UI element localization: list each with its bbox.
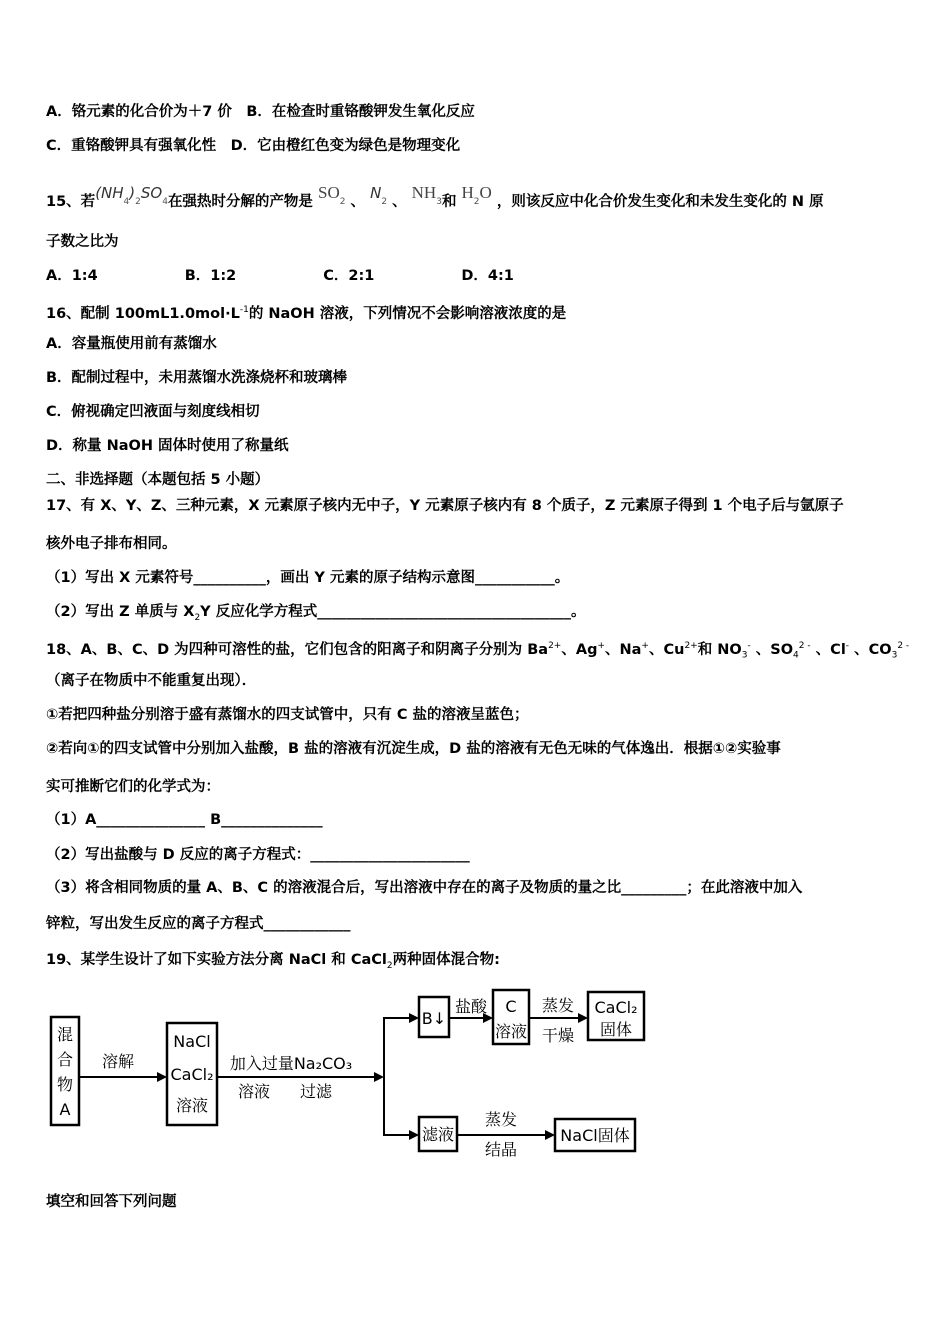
text-segment: 18、A、B、C、D 为四种可溶性的盐，它们包含的阳离子和阴离子分别为 Ba bbox=[46, 641, 549, 658]
diagram-label: NaCl bbox=[173, 1032, 211, 1051]
text-line bbox=[46, 232, 119, 252]
text-segment: （离子在物质中不能重复出现）． bbox=[46, 673, 257, 689]
text-segment: -1 bbox=[239, 305, 249, 315]
text-line bbox=[46, 568, 569, 588]
text-segment: 4 bbox=[793, 650, 799, 661]
text-segment: 、Cu bbox=[648, 641, 685, 658]
text-segment: 2 - bbox=[798, 641, 811, 651]
text-line bbox=[46, 705, 529, 725]
text-line bbox=[46, 950, 500, 976]
diagram-label: 物 bbox=[56, 1075, 74, 1094]
text-segment: 2+ bbox=[548, 641, 562, 651]
diagram-label: 溶液 bbox=[494, 1022, 528, 1041]
diagram-label: 溶液 bbox=[175, 1096, 209, 1115]
diagram-label: 固体 bbox=[599, 1020, 633, 1039]
text-segment: 3 bbox=[891, 650, 898, 661]
text-segment: ②若向①的四支试管中分别加入盐酸，B 盐的溶液有沉淀生成，D 盐的溶液有无色无味的气体逸出．根据①②实验事 bbox=[46, 741, 781, 757]
text-segment: SO bbox=[318, 183, 340, 202]
text-segment: （1）写出 X 元素符号__________，画出 Y 元素的原子结构示意图___________。 bbox=[46, 570, 570, 586]
text-segment: 、SO bbox=[750, 641, 794, 658]
text-line bbox=[46, 436, 289, 456]
diagram-label: 合 bbox=[56, 1050, 74, 1069]
text-segment: 二、非选择题（本题包括 5 小题） bbox=[46, 472, 270, 488]
text-line bbox=[46, 183, 824, 212]
diagram-label: 加入过量Na₂CO₃ bbox=[229, 1054, 353, 1073]
text-line bbox=[46, 636, 909, 666]
text-segment: 子数之比为 bbox=[46, 234, 119, 250]
text-segment: 核外电子排布相同。 bbox=[46, 536, 177, 552]
text-line bbox=[46, 300, 566, 324]
text-segment: D．称量 NaOH 固体时使用了称量纸 bbox=[46, 438, 289, 454]
text-segment: （1）A_______________ B______________ bbox=[46, 812, 323, 828]
text-segment: 2 bbox=[339, 197, 346, 207]
text-line bbox=[46, 810, 323, 830]
text-segment: 在强热时分解的产物是 bbox=[167, 194, 318, 210]
text-segment: Y 反应化学方程式___________________________________。 bbox=[200, 604, 586, 620]
text-segment: 、Cl bbox=[810, 641, 846, 658]
text-segment: 两种固体混合物: bbox=[392, 952, 500, 968]
diagram-label: NaCl固体 bbox=[560, 1126, 630, 1145]
text-line bbox=[46, 402, 260, 422]
text-segment: C．俯视确定凹液面与刻度线相切 bbox=[46, 404, 260, 420]
diagram-label: B↓ bbox=[421, 1009, 447, 1028]
text-line bbox=[46, 102, 475, 122]
text-segment: 17、有 X、Y、Z、三种元素，X 元素原子核内无中子，Y 元素原子核内有 8 个质子，Z 元素原子得到 1 个电子后与氩原子 bbox=[46, 498, 844, 514]
text-line bbox=[46, 368, 347, 388]
diagram-label: CaCl₂ bbox=[594, 998, 638, 1017]
text-segment: （2）写出 Z 单质与 X bbox=[46, 604, 195, 620]
text-line bbox=[46, 914, 351, 934]
text-segment: 19、某学生设计了如下实验方法分离 NaCl 和 CaCl bbox=[46, 952, 387, 968]
diagram-label: A bbox=[59, 1100, 71, 1119]
text-line bbox=[46, 878, 802, 898]
text-segment: 、 bbox=[345, 194, 371, 210]
text-segment: 和 NO bbox=[697, 641, 742, 658]
text-segment: + bbox=[641, 641, 649, 651]
text-line bbox=[46, 534, 177, 554]
text-segment: 、Ag bbox=[561, 641, 598, 658]
text-segment: 16、配制 100mL1.0mol·L bbox=[46, 305, 240, 322]
text-segment: 4 bbox=[123, 197, 130, 207]
text-segment: 填空和回答下列问题 bbox=[46, 1194, 177, 1210]
text-segment: ) bbox=[129, 184, 136, 202]
text-line bbox=[46, 470, 269, 490]
text-segment: H bbox=[461, 183, 474, 202]
text-segment: 3 bbox=[741, 650, 748, 661]
diagram-label: 溶液 bbox=[237, 1082, 271, 1101]
diagram-label: 蒸发 bbox=[541, 996, 575, 1015]
diagram-label: CaCl₂ bbox=[170, 1065, 214, 1084]
text-segment: - bbox=[747, 641, 751, 651]
diagram-label: 过滤 bbox=[299, 1082, 333, 1101]
text-segment: 的 NaOH 溶液，下列情况不会影响溶液浓度的是 bbox=[248, 305, 567, 322]
diagram-label: C bbox=[505, 997, 517, 1016]
text-segment: B．配制过程中，未用蒸馏水洗涤烧杯和玻璃棒 bbox=[46, 370, 348, 386]
text-segment: C．重铬酸钾具有强氧化性 D．它由橙红色变为绿色是物理变化 bbox=[46, 138, 461, 154]
text-line bbox=[46, 739, 781, 759]
text-segment: 2 bbox=[473, 197, 480, 207]
text-line bbox=[46, 334, 217, 354]
text-segment: 3 bbox=[436, 197, 442, 207]
diagram-label: 结晶 bbox=[484, 1140, 518, 1159]
text-segment: 、 bbox=[387, 194, 412, 210]
text-segment: 和 bbox=[441, 194, 462, 210]
text-line bbox=[46, 777, 220, 797]
text-segment: 实可推断它们的化学式为： bbox=[46, 779, 220, 795]
diagram-label: 溶解 bbox=[101, 1052, 135, 1071]
text-segment: 2 bbox=[135, 197, 141, 207]
text-segment: 2 bbox=[386, 960, 393, 971]
text-segment: 2 bbox=[381, 197, 388, 207]
text-segment: N bbox=[370, 184, 382, 202]
text-segment: A．容量瓶使用前有蒸馏水 bbox=[46, 336, 217, 352]
separation-flow-diagram bbox=[46, 985, 646, 1160]
text-segment: - bbox=[845, 641, 850, 651]
diagram-label: 滤液 bbox=[421, 1125, 455, 1144]
text-segment: (NH bbox=[95, 184, 124, 202]
text-line bbox=[46, 136, 460, 156]
text-segment: ，则该反应中化合价发生变化和未发生变化的 N 原 bbox=[491, 194, 824, 210]
text-line bbox=[46, 266, 514, 286]
text-segment: O bbox=[479, 183, 492, 202]
text-line bbox=[46, 1192, 177, 1212]
diagram-label: 干燥 bbox=[541, 1026, 575, 1045]
text-segment: 2 bbox=[194, 612, 201, 623]
text-segment: 锌粒，写出发生反应的离子方程式____________ bbox=[46, 916, 351, 932]
text-segment: ①若把四种盐分别溶于盛有蒸馏水的四支试管中，只有 C 盐的溶液呈蓝色； bbox=[46, 707, 529, 723]
text-segment: 4 bbox=[162, 197, 168, 207]
text-line bbox=[46, 602, 585, 628]
text-segment: 、Na bbox=[605, 641, 642, 658]
diagram-label: 混 bbox=[56, 1025, 74, 1044]
diagram-label: 蒸发 bbox=[484, 1110, 518, 1129]
text-line bbox=[46, 845, 470, 865]
text-segment: （2）写出盐酸与 D 反应的离子方程式：______________________ bbox=[46, 847, 470, 863]
text-segment: + bbox=[597, 641, 605, 651]
text-segment: 2+ bbox=[684, 641, 698, 651]
text-segment: 15、若 bbox=[46, 194, 96, 210]
text-segment: A．1:4 B．1:2 C．2:1 D．4:1 bbox=[46, 268, 514, 284]
text-segment: A．铬元素的化合价为＋7 价 B．在检查时重铬酸钾发生氧化反应 bbox=[46, 104, 475, 120]
text-segment: 2 - bbox=[897, 641, 910, 651]
text-line bbox=[46, 671, 256, 691]
text-segment: 、CO bbox=[849, 641, 892, 658]
diagram-label: 盐酸 bbox=[454, 997, 488, 1016]
text-line bbox=[46, 496, 844, 516]
text-segment: （3）将含相同物质的量 A、B、C 的溶液混合后，写出溶液中存在的离子及物质的量之比_________；在此溶液中加入 bbox=[46, 880, 803, 896]
text-segment: SO bbox=[140, 184, 163, 202]
text-segment: NH bbox=[411, 183, 437, 202]
